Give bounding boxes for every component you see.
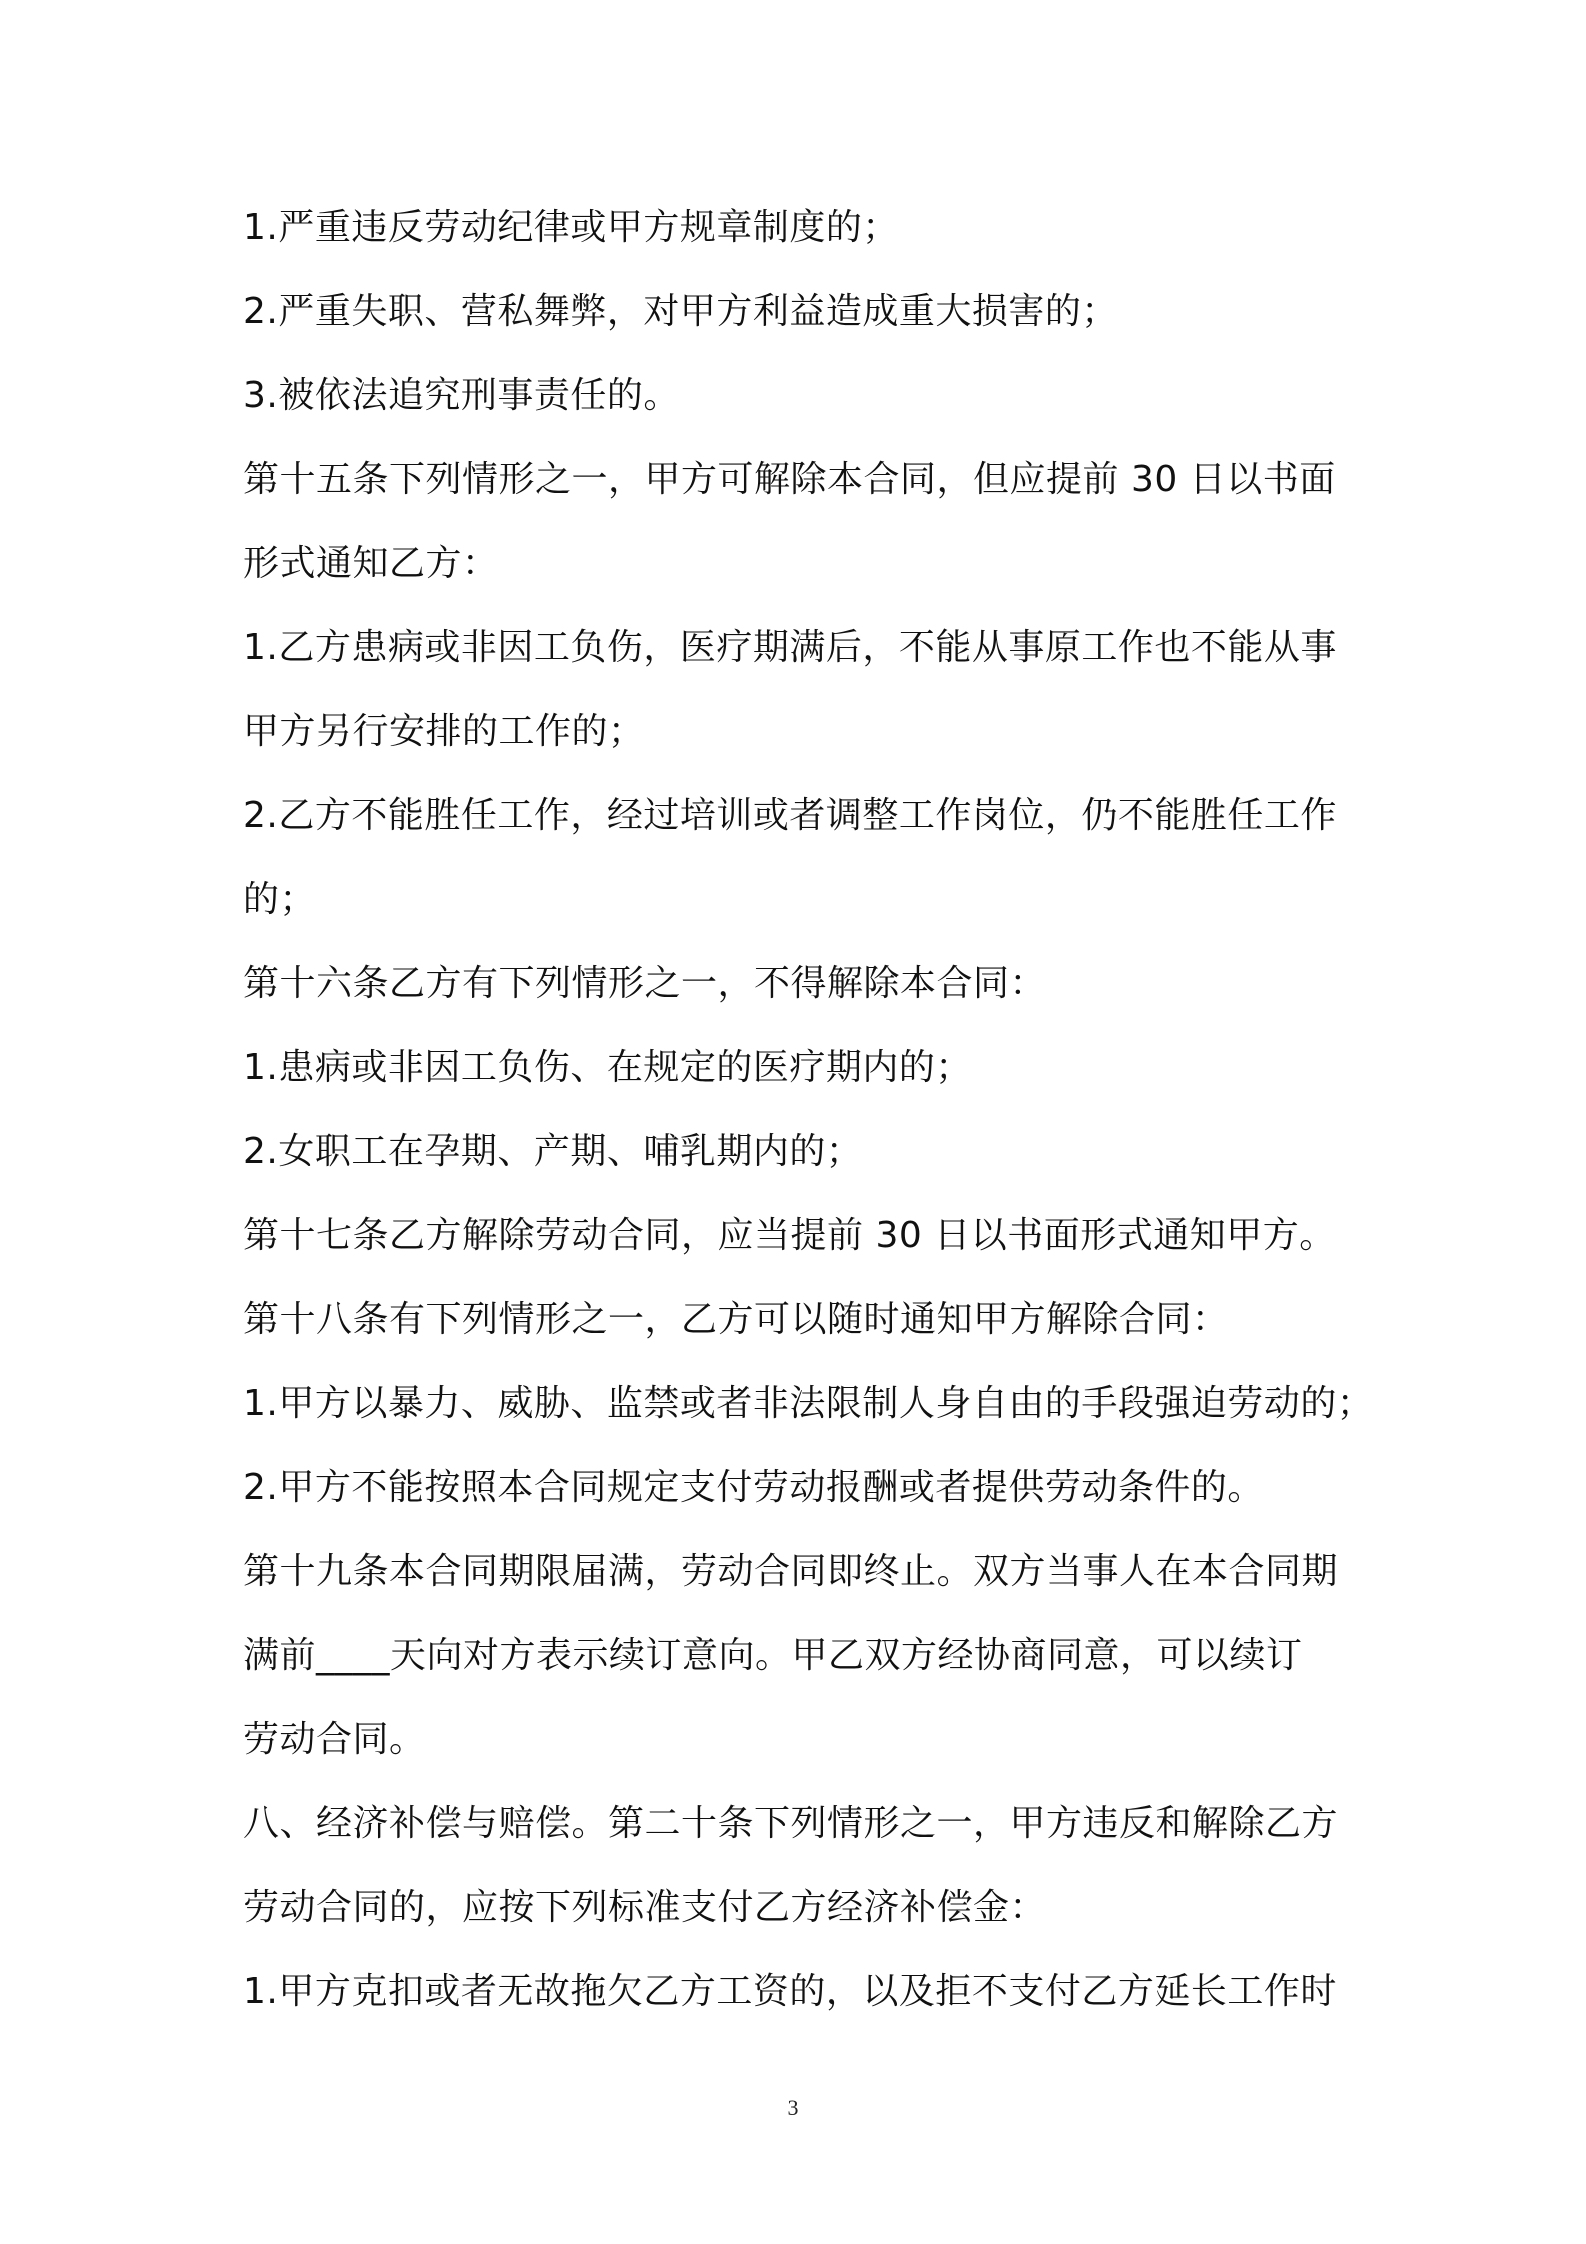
text-line: 八、经济补偿与赔偿。第二十条下列情形之一，甲方违反和解除乙方 — [243, 1803, 1339, 1844]
text-line: 满前____天向对方表示续订意向。甲乙双方经协商同意，可以续订 — [243, 1635, 1303, 1676]
text-line: 1.乙方患病或非因工负伤，医疗期满后，不能从事原工作也不能从事 — [243, 627, 1337, 668]
text-line: 劳动合同。 — [243, 1719, 426, 1760]
text-line: 2.乙方不能胜任工作，经过培训或者调整工作岗位，仍不能胜任工作 — [243, 795, 1337, 836]
text-line: 第十六条乙方有下列情形之一，不得解除本合同： — [243, 963, 1047, 1004]
text-line: 1.甲方克扣或者无故拖欠乙方工资的，以及拒不支付乙方延长工作时 — [243, 1971, 1337, 2012]
text-line: 2.严重失职、营私舞弊，对甲方利益造成重大损害的； — [243, 291, 1118, 332]
text-line: 第十八条有下列情形之一，乙方可以随时通知甲方解除合同： — [243, 1299, 1229, 1340]
page-number: 3 — [787, 2095, 799, 2120]
text-line: 的； — [243, 879, 317, 920]
text-line: 第十五条下列情形之一，甲方可解除本合同，但应提前 30 日以书面 — [243, 459, 1336, 500]
text-line: 2.甲方不能按照本合同规定支付劳动报酬或者提供劳动条件的。 — [243, 1467, 1264, 1508]
text-line: 甲方另行安排的工作的； — [243, 711, 645, 752]
text-line: 第十七条乙方解除劳动合同，应当提前 30 日以书面形式通知甲方。 — [243, 1215, 1336, 1256]
text-line: 第十九条本合同期限届满，劳动合同即终止。双方当事人在本合同期 — [243, 1551, 1339, 1592]
text-line: 2.女职工在孕期、产期、哺乳期内的； — [243, 1131, 863, 1172]
text-line: 1.患病或非因工负伤、在规定的医疗期内的； — [243, 1047, 972, 1088]
text-line: 1.严重违反劳动纪律或甲方规章制度的； — [243, 207, 899, 248]
text-line: 劳动合同的，应按下列标准支付乙方经济补偿金： — [243, 1887, 1047, 1928]
text-line: 形式通知乙方： — [243, 543, 499, 584]
text-line: 1.甲方以暴力、威胁、监禁或者非法限制人身自由的手段强迫劳动的； — [243, 1383, 1374, 1424]
text-line: 3.被依法追究刑事责任的。 — [243, 375, 680, 416]
